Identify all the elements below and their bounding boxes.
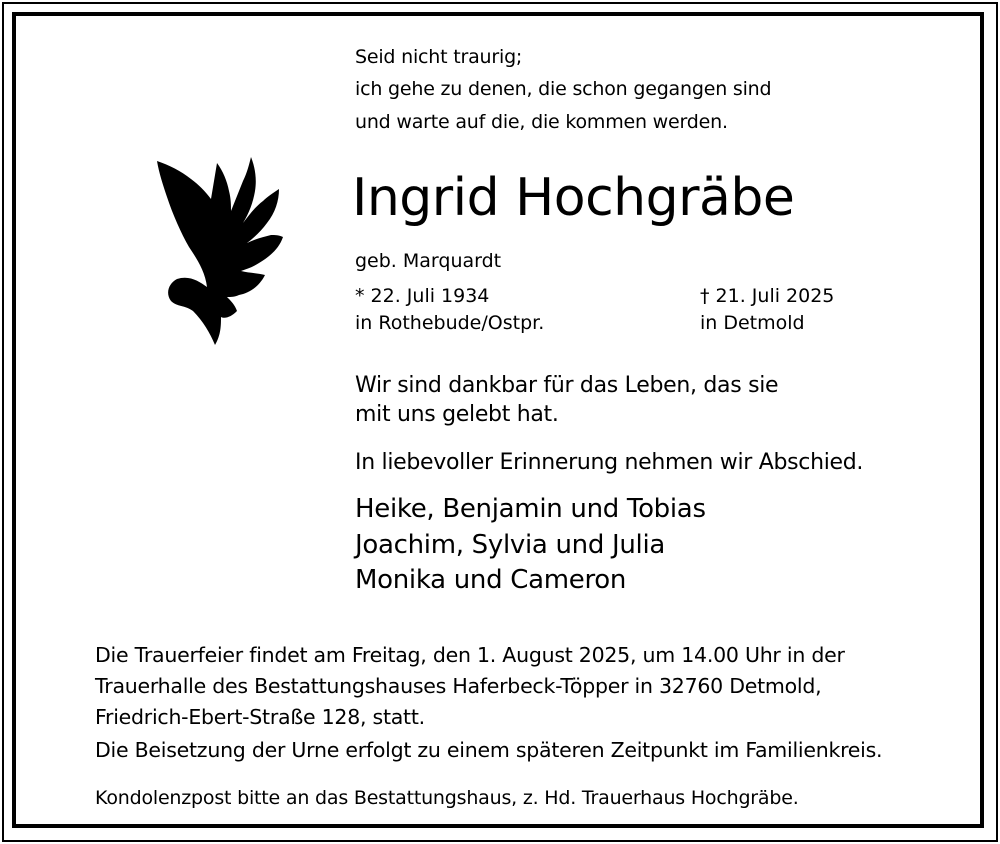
- condolence-note: Kondolenzpost bitte an das Bestattungshaus, z. Hd. Trauerhaus Hochgräbe.: [95, 787, 799, 809]
- birth-date: * 22. Juli 1934: [355, 285, 490, 307]
- funeral-info-line-1: Die Trauerfeier findet am Freitag, den 1. August 2025, um 14.00 Uhr in der: [95, 643, 845, 667]
- mourner-line-1: Heike, Benjamin und Tobias: [355, 494, 706, 524]
- mourner-line-2: Joachim, Sylvia und Julia: [355, 530, 666, 560]
- funeral-info-line-2: Trauerhalle des Bestattungshauses Haferbeck-Töpper in 32760 Detmold,: [95, 674, 822, 698]
- poem-line-2: ich gehe zu denen, die schon gegangen sind: [355, 78, 772, 100]
- burial-info: Die Beisetzung der Urne erfolgt zu einem späteren Zeitpunkt im Familienkreis.: [95, 738, 883, 762]
- poem-line-1: Seid nicht traurig;: [355, 46, 523, 68]
- maiden-name: geb. Marquardt: [355, 250, 502, 272]
- death-date: † 21. Juli 2025: [700, 285, 835, 307]
- birth-place: in Rothebude/Ostpr.: [355, 312, 545, 334]
- angel-wing-icon: [155, 155, 285, 347]
- poem-line-3: und warte auf die, die kommen werden.: [355, 111, 728, 133]
- death-place: in Detmold: [700, 312, 805, 334]
- gratitude-line-1: Wir sind dankbar für das Leben, das sie: [355, 373, 779, 398]
- funeral-info-line-3: Friedrich-Ebert-Straße 128, statt.: [95, 705, 425, 729]
- gratitude-line-2: mit uns gelebt hat.: [355, 402, 559, 427]
- deceased-name: Ingrid Hochgräbe: [352, 168, 795, 228]
- mourner-line-3: Monika und Cameron: [355, 565, 627, 595]
- farewell-line: In liebevoller Erinnerung nehmen wir Abschied.: [355, 450, 864, 475]
